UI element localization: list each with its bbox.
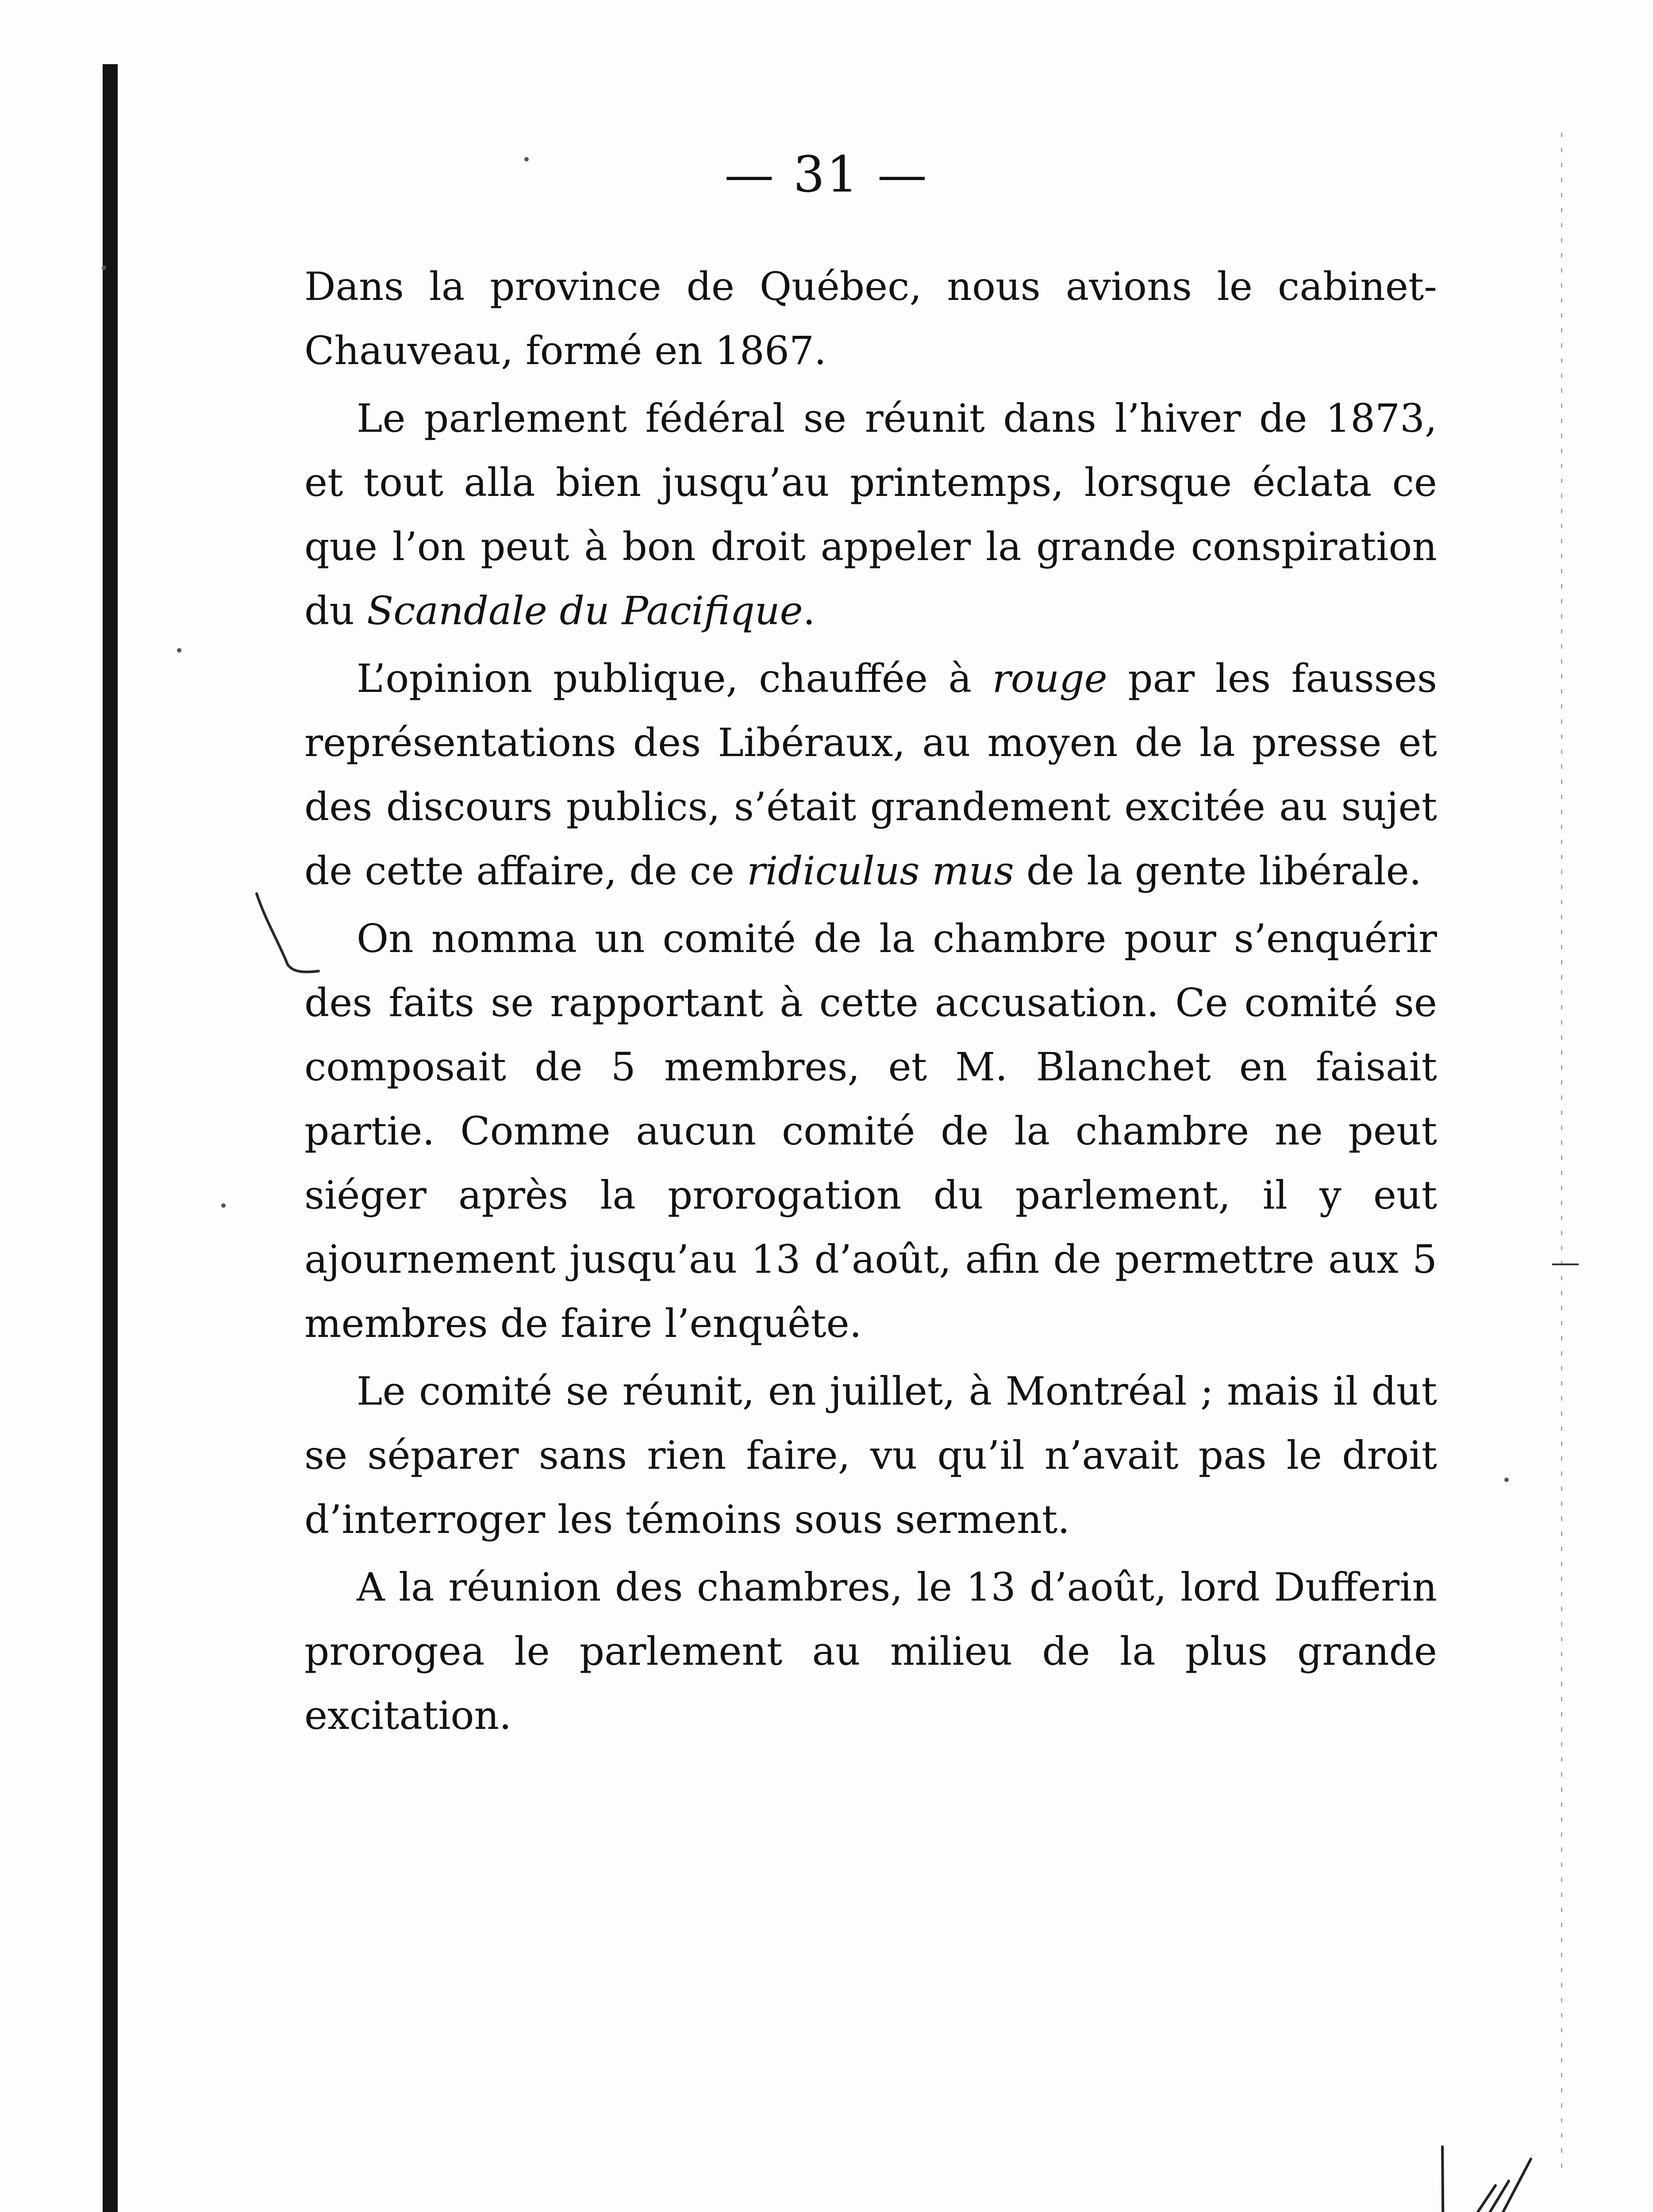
ink-speck: [524, 157, 529, 161]
text-run: .: [803, 588, 815, 634]
edge-tick-mark: [1552, 1263, 1579, 1265]
italic-text-run: ridiculus mus: [746, 848, 1014, 894]
pencil-margin-mark: [252, 889, 323, 978]
page-number: — 31 —: [724, 146, 929, 204]
ink-speck: [102, 265, 106, 270]
text-run: par les fausses représentations des Libéraux, au moyen de la presse et des discours publics, s’était grandement excitée au sujet de cette affaire, de ce: [304, 656, 1437, 894]
text-run: Le comité se réunit, en juillet, à Montréal ; mais il dut se séparer sans rien faire, vu qu’il n’avait pas le droit d’interroger les témoins sous serment.: [304, 1368, 1437, 1542]
paragraph: [304, 1359, 1437, 1551]
italic-text-run: Scandale du Pacifique: [366, 588, 803, 634]
text-run: L’opinion publique, chauffée à: [357, 656, 992, 701]
paragraph: [304, 386, 1437, 643]
body-text: [304, 254, 1437, 1747]
ink-speck: [1504, 1478, 1509, 1482]
ink-speck: [177, 648, 181, 653]
text-run: de la gente libérale.: [1014, 848, 1422, 894]
paragraph: [304, 906, 1437, 1356]
text-run: Dans la province de Québec, nous avions le cabinet-Chauveau, formé en 1867.: [304, 264, 1437, 373]
paragraph: [304, 646, 1437, 903]
text-run: On nomma un comité de la chambre pour s’enquérir des faits se rapportant à cette accusation. Ce comité se composait de 5 membres, et M. Blanchet en faisait partie. Comme aucun comité de la chambre ne peut siéger après la prorogation du parlement, il y eut ajournement jusqu’au 13 d’août, afin de permettre aux 5 membres de faire l’enquête.: [304, 916, 1437, 1346]
text-run: A la réunion des chambres, le 13 d’août, lord Dufferin prorogea le parlement au milieu de la plus grande excitation.: [304, 1564, 1437, 1738]
italic-text-run: rouge: [992, 656, 1107, 701]
text-run: Le parlement fédéral se réunit dans l’hiver de 1873, et tout alla bien jusqu’au printemps, lorsque éclata ce que l’on peut à bon droit appeler la grande conspiration du: [304, 396, 1437, 634]
paragraph: [304, 254, 1437, 383]
corner-scribble-mark: [1434, 2132, 1566, 2212]
page-edge-line: [1561, 133, 1562, 2168]
binding-edge: [103, 64, 118, 2212]
paragraph: [304, 1555, 1437, 1747]
ink-speck: [221, 1203, 226, 1208]
